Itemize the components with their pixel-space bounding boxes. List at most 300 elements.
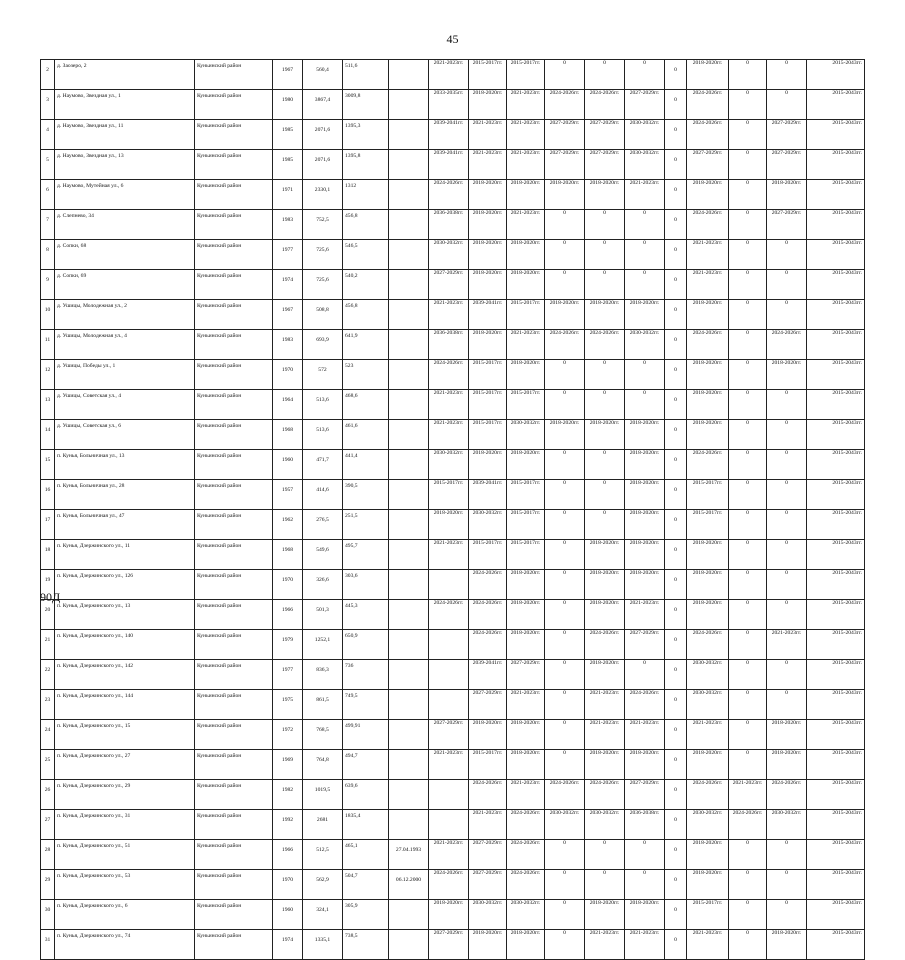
period-cell-7: 0: [665, 540, 687, 570]
district-cell: Куньинский район: [195, 300, 273, 330]
period-cell-9: 0: [729, 720, 767, 750]
table-row: [41, 390, 865, 420]
period-cell-3: 2024-2026гг.: [507, 870, 545, 900]
period-cell-7: 0: [665, 60, 687, 90]
period-cell-4: 0: [545, 870, 585, 900]
period-cell-3: 2021-2023гг.: [507, 690, 545, 720]
address-cell: д. Заозеро, 2: [55, 60, 195, 90]
period-cell-1: 2024-2026гг.: [429, 180, 469, 210]
period-cell-1: [429, 570, 469, 600]
district-cell: Куньинский район: [195, 390, 273, 420]
table-row: [41, 870, 865, 900]
area-living-cell: 390,5: [343, 480, 389, 510]
area-total-cell: 1019,5: [303, 780, 343, 810]
area-total-cell: 513,6: [303, 420, 343, 450]
period-cell-3: 2018-2020гг.: [507, 240, 545, 270]
area-living-cell: 1395,3: [343, 120, 389, 150]
period-cell-2: 2015-2017гг.: [469, 390, 507, 420]
date-cell: [389, 450, 429, 480]
period-cell-8: 2021-2023гг.: [687, 720, 729, 750]
period-cell-5: 2024-2026гг.: [585, 330, 625, 360]
district-cell: Куньинский район: [195, 600, 273, 630]
address-cell: д. Наумово, Мутейная ул., 6: [55, 180, 195, 210]
period-cell-4: 2024-2026гг.: [545, 330, 585, 360]
period-cell-10: 2027-2029гг.: [767, 120, 807, 150]
period-cell-6: 2021-2023гг.: [625, 600, 665, 630]
area-total-cell: 549,6: [303, 540, 343, 570]
period-cell-7: 0: [665, 270, 687, 300]
period-cell-5: 0: [585, 510, 625, 540]
year-cell: 1970: [273, 570, 303, 600]
area-total-cell: 693,9: [303, 330, 343, 360]
period-cell-8: 2015-2017гг.: [687, 480, 729, 510]
year-cell: 1972: [273, 720, 303, 750]
period-cell-4: 0: [545, 840, 585, 870]
address-cell: д. Наумово, Звездная ул., 11: [55, 120, 195, 150]
table-row: [41, 540, 865, 570]
period-cell-11: 2015-2043гг.: [807, 360, 865, 390]
row-number: 26: [41, 780, 55, 810]
year-cell: 1970: [273, 360, 303, 390]
year-cell: 1964: [273, 390, 303, 420]
period-cell-1: 2021-2023гг.: [429, 300, 469, 330]
period-cell-9: 2024-2026гг.: [729, 810, 767, 840]
period-cell-6: 2018-2020гг.: [625, 750, 665, 780]
period-cell-2: 2027-2029гг.: [469, 840, 507, 870]
period-cell-11: 2015-2043гг.: [807, 210, 865, 240]
period-cell-1: 2021-2023гг.: [429, 750, 469, 780]
period-cell-6: 2021-2023гг.: [625, 930, 665, 960]
year-cell: 1960: [273, 450, 303, 480]
year-cell: 1980: [273, 90, 303, 120]
period-cell-6: 2024-2026гг.: [625, 690, 665, 720]
area-living-cell: 546,5: [343, 240, 389, 270]
address-cell: д. Ушицы, Молодежная ул., 2: [55, 300, 195, 330]
address-cell: п. Кунья, Дзержинского ул., 53: [55, 870, 195, 900]
area-living-cell: 456,8: [343, 210, 389, 240]
period-cell-3: 2030-2032гг.: [507, 420, 545, 450]
period-cell-5: 0: [585, 480, 625, 510]
address-cell: д. Ушицы, Советская ул., 6: [55, 420, 195, 450]
date-cell: [389, 210, 429, 240]
period-cell-4: 0: [545, 660, 585, 690]
period-cell-8: 2024-2026гг.: [687, 210, 729, 240]
area-living-cell: 456,8: [343, 300, 389, 330]
period-cell-7: 0: [665, 90, 687, 120]
period-cell-11: 2015-2043гг.: [807, 660, 865, 690]
period-cell-4: 0: [545, 690, 585, 720]
table-row: [41, 900, 865, 930]
period-cell-1: 2030-2032гг.: [429, 450, 469, 480]
period-cell-11: 2015-2043гг.: [807, 240, 865, 270]
address-cell: п. Кунья, Дзержинского ул., 11: [55, 540, 195, 570]
year-cell: 1957: [273, 480, 303, 510]
table-row: [41, 360, 865, 390]
period-cell-10: 0: [767, 390, 807, 420]
period-cell-8: 2015-2017гг.: [687, 900, 729, 930]
date-cell: [389, 60, 429, 90]
area-total-cell: 513,6: [303, 390, 343, 420]
period-cell-2: 2015-2017гг.: [469, 540, 507, 570]
period-cell-10: 0: [767, 690, 807, 720]
period-cell-6: 0: [625, 270, 665, 300]
period-cell-3: 2015-2017гг.: [507, 510, 545, 540]
table-row: [41, 450, 865, 480]
period-cell-4: 2030-2032гг.: [545, 810, 585, 840]
address-cell: п. Кунья, Дзержинского ул., 74: [55, 930, 195, 960]
area-total-cell: 414,6: [303, 480, 343, 510]
area-living-cell: 461,6: [343, 420, 389, 450]
date-cell: [389, 120, 429, 150]
year-cell: 1962: [273, 510, 303, 540]
period-cell-9: 0: [729, 60, 767, 90]
year-cell: 1966: [273, 600, 303, 630]
period-cell-11: 2015-2043гг.: [807, 510, 865, 540]
area-living-cell: 1835,4: [343, 810, 389, 840]
period-cell-2: 2015-2017гг.: [469, 750, 507, 780]
period-cell-5: 2024-2026гг.: [585, 90, 625, 120]
year-cell: 1983: [273, 210, 303, 240]
area-living-cell: 641,9: [343, 330, 389, 360]
row-number: 21: [41, 630, 55, 660]
period-cell-2: 2018-2020гг.: [469, 930, 507, 960]
period-cell-3: 2021-2023гг.: [507, 90, 545, 120]
period-cell-10: 0: [767, 240, 807, 270]
period-cell-2: 2018-2020гг.: [469, 90, 507, 120]
period-cell-5: 2021-2023гг.: [585, 720, 625, 750]
area-living-cell: 441,4: [343, 450, 389, 480]
period-cell-11: 2015-2043гг.: [807, 480, 865, 510]
period-cell-9: 0: [729, 210, 767, 240]
period-cell-9: 0: [729, 180, 767, 210]
period-cell-5: 0: [585, 840, 625, 870]
district-cell: Куньинский район: [195, 900, 273, 930]
area-total-cell: 512,5: [303, 840, 343, 870]
period-cell-11: 2015-2043гг.: [807, 930, 865, 960]
period-cell-6: 0: [625, 660, 665, 690]
row-number: 24: [41, 720, 55, 750]
district-cell: Куньинский район: [195, 90, 273, 120]
area-living-cell: 495,7: [343, 540, 389, 570]
period-cell-11: 2015-2043гг.: [807, 60, 865, 90]
area-living-cell: 499,91: [343, 720, 389, 750]
period-cell-1: 2024-2026гг.: [429, 360, 469, 390]
period-cell-4: 0: [545, 60, 585, 90]
row-number: 2: [41, 60, 55, 90]
area-living-cell: 445,3: [343, 600, 389, 630]
period-cell-11: 2015-2043гг.: [807, 120, 865, 150]
period-cell-11: 2015-2043гг.: [807, 690, 865, 720]
period-cell-8: 2024-2026гг.: [687, 90, 729, 120]
period-cell-2: 2039-2041гг.: [469, 660, 507, 690]
district-cell: Куньинский район: [195, 510, 273, 540]
period-cell-4: 0: [545, 540, 585, 570]
page-number: 45: [446, 32, 459, 46]
period-cell-11: 2015-2043гг.: [807, 450, 865, 480]
period-cell-10: 0: [767, 900, 807, 930]
period-cell-10: 2018-2020гг.: [767, 720, 807, 750]
date-cell: [389, 270, 429, 300]
period-cell-1: [429, 630, 469, 660]
area-total-cell: 836,3: [303, 660, 343, 690]
period-cell-10: 2018-2020гг.: [767, 930, 807, 960]
table-row: [41, 840, 865, 870]
period-cell-2: 2018-2020гг.: [469, 450, 507, 480]
period-cell-8: 2030-2032гг.: [687, 810, 729, 840]
period-cell-1: [429, 660, 469, 690]
area-total-cell: 501,3: [303, 600, 343, 630]
period-cell-4: 0: [545, 360, 585, 390]
period-cell-6: 2021-2023гг.: [625, 720, 665, 750]
period-cell-6: 2018-2020гг.: [625, 510, 665, 540]
district-cell: Куньинский район: [195, 60, 273, 90]
year-cell: 1970: [273, 870, 303, 900]
period-cell-1: 2036-2038гг.: [429, 210, 469, 240]
period-cell-2: 2039-2041гг.: [469, 480, 507, 510]
period-cell-7: 0: [665, 930, 687, 960]
date-cell: [389, 330, 429, 360]
date-cell: [389, 570, 429, 600]
period-cell-11: 2015-2043гг.: [807, 150, 865, 180]
date-cell: [389, 390, 429, 420]
period-cell-2: 2024-2026гг.: [469, 780, 507, 810]
period-cell-11: 2015-2043гг.: [807, 570, 865, 600]
period-cell-9: 0: [729, 570, 767, 600]
period-cell-1: 2024-2026гг.: [429, 870, 469, 900]
period-cell-5: 2021-2023гг.: [585, 690, 625, 720]
period-cell-9: 0: [729, 390, 767, 420]
period-cell-3: 2018-2020гг.: [507, 630, 545, 660]
period-cell-10: 2027-2029гг.: [767, 150, 807, 180]
period-cell-2: 2018-2020гг.: [469, 210, 507, 240]
table-row: [41, 600, 865, 630]
district-cell: Куньинский район: [195, 720, 273, 750]
row-number: 3: [41, 90, 55, 120]
date-cell: [389, 630, 429, 660]
row-number: 4: [41, 120, 55, 150]
period-cell-1: 2039-2041гг.: [429, 120, 469, 150]
year-cell: 1960: [273, 900, 303, 930]
area-total-cell: 560,4: [303, 60, 343, 90]
period-cell-8: 2024-2026гг.: [687, 330, 729, 360]
period-cell-11: 2015-2043гг.: [807, 540, 865, 570]
period-cell-5: 2030-2032гг.: [585, 810, 625, 840]
period-cell-1: 2024-2026гг.: [429, 600, 469, 630]
period-cell-4: 2027-2029гг.: [545, 120, 585, 150]
area-living-cell: 251,5: [343, 510, 389, 540]
period-cell-2: 2018-2020гг.: [469, 270, 507, 300]
district-cell: Куньинский район: [195, 450, 273, 480]
period-cell-6: 0: [625, 870, 665, 900]
period-cell-5: 2024-2026гг.: [585, 780, 625, 810]
address-cell: п. Кунья, Больничная ул., 13: [55, 450, 195, 480]
period-cell-9: 0: [729, 480, 767, 510]
period-cell-11: 2015-2043гг.: [807, 900, 865, 930]
period-cell-3: 2024-2026гг.: [507, 840, 545, 870]
area-living-cell: 511,6: [343, 60, 389, 90]
period-cell-1: 2021-2023гг.: [429, 840, 469, 870]
period-cell-4: 0: [545, 270, 585, 300]
row-number: 30: [41, 900, 55, 930]
table-row: [41, 330, 865, 360]
row-number: 28: [41, 840, 55, 870]
period-cell-4: 2027-2029гг.: [545, 150, 585, 180]
period-cell-6: 2027-2029гг.: [625, 90, 665, 120]
period-cell-9: 0: [729, 360, 767, 390]
period-cell-2: 2027-2029гг.: [469, 870, 507, 900]
area-living-cell: 494,7: [343, 750, 389, 780]
period-cell-9: 0: [729, 900, 767, 930]
period-cell-10: 2027-2029гг.: [767, 210, 807, 240]
year-cell: 1969: [273, 750, 303, 780]
period-cell-2: 2039-2041гг.: [469, 300, 507, 330]
period-cell-8: 2018-2020гг.: [687, 360, 729, 390]
period-cell-8: 2018-2020гг.: [687, 870, 729, 900]
date-cell: [389, 810, 429, 840]
period-cell-2: 2030-2032гг.: [469, 900, 507, 930]
district-cell: Куньинский район: [195, 210, 273, 240]
period-cell-6: 2036-2038гг.: [625, 810, 665, 840]
period-cell-2: 2021-2023гг.: [469, 810, 507, 840]
period-cell-10: 0: [767, 600, 807, 630]
period-cell-1: 2021-2023гг.: [429, 390, 469, 420]
year-cell: 1968: [273, 420, 303, 450]
period-cell-11: 2015-2043гг.: [807, 330, 865, 360]
period-cell-10: 2018-2020гг.: [767, 360, 807, 390]
area-total-cell: 1252,1: [303, 630, 343, 660]
period-cell-1: 2021-2023гг.: [429, 420, 469, 450]
address-cell: д. Наумово, Звездная ул., 1: [55, 90, 195, 120]
area-total-cell: 572: [303, 360, 343, 390]
period-cell-3: 2018-2020гг.: [507, 360, 545, 390]
row-number: 8: [41, 240, 55, 270]
period-cell-10: 2018-2020гг.: [767, 750, 807, 780]
date-cell: [389, 750, 429, 780]
year-cell: 1971: [273, 180, 303, 210]
period-cell-9: 0: [729, 420, 767, 450]
row-number: 19: [41, 570, 55, 600]
address-cell: п. Кунья, Дзержинского ул., 140: [55, 630, 195, 660]
period-cell-3: 2018-2020гг.: [507, 450, 545, 480]
period-cell-10: 0: [767, 870, 807, 900]
period-cell-6: 2030-2032гг.: [625, 120, 665, 150]
period-cell-8: 2030-2032гг.: [687, 690, 729, 720]
period-cell-8: 2018-2020гг.: [687, 180, 729, 210]
period-cell-8: 2024-2026гг.: [687, 780, 729, 810]
period-cell-10: 2030-2032гг.: [767, 810, 807, 840]
year-cell: 1977: [273, 240, 303, 270]
address-cell: п. Кунья, Дзержинского ул., 27: [55, 750, 195, 780]
table-row: [41, 480, 865, 510]
period-cell-10: 0: [767, 540, 807, 570]
period-cell-3: 2027-2029гг.: [507, 660, 545, 690]
period-cell-4: 0: [545, 750, 585, 780]
period-cell-8: 2018-2020гг.: [687, 390, 729, 420]
address-cell: п. Кунья, Дзержинского ул., 144: [55, 690, 195, 720]
area-total-cell: 471,7: [303, 450, 343, 480]
year-cell: 1968: [273, 540, 303, 570]
period-cell-4: 0: [545, 630, 585, 660]
date-cell: [389, 690, 429, 720]
year-cell: 1977: [273, 660, 303, 690]
period-cell-9: 0: [729, 870, 767, 900]
year-cell: 1983: [273, 330, 303, 360]
year-cell: 1992: [273, 810, 303, 840]
period-cell-8: 2018-2020гг.: [687, 750, 729, 780]
period-cell-5: 2018-2020гг.: [585, 750, 625, 780]
period-cell-7: 0: [665, 240, 687, 270]
table-row: [41, 750, 865, 780]
period-cell-11: 2015-2043гг.: [807, 840, 865, 870]
year-cell: 1967: [273, 300, 303, 330]
address-cell: п. Кунья, Больничная ул., 47: [55, 510, 195, 540]
period-cell-7: 0: [665, 660, 687, 690]
address-cell: п. Кунья, Больничная ул., 28: [55, 480, 195, 510]
period-cell-5: 0: [585, 270, 625, 300]
row-number: 16: [41, 480, 55, 510]
period-cell-4: 0: [545, 450, 585, 480]
period-cell-3: 2024-2026гг.: [507, 810, 545, 840]
period-cell-6: 0: [625, 240, 665, 270]
row-number: 10: [41, 300, 55, 330]
period-cell-7: 0: [665, 870, 687, 900]
period-cell-7: 0: [665, 810, 687, 840]
address-cell: д. Ушицы, Победы ул., 1: [55, 360, 195, 390]
year-cell: 1974: [273, 270, 303, 300]
table-row: [41, 930, 865, 960]
area-living-cell: 1312: [343, 180, 389, 210]
address-cell: д. Ушицы, Советская ул., 4: [55, 390, 195, 420]
period-cell-7: 0: [665, 120, 687, 150]
table-row: [41, 690, 865, 720]
area-living-cell: 504,7: [343, 870, 389, 900]
period-cell-4: 0: [545, 390, 585, 420]
period-cell-5: 2024-2026гг.: [585, 630, 625, 660]
period-cell-3: 2018-2020гг.: [507, 270, 545, 300]
period-cell-11: 2015-2043гг.: [807, 870, 865, 900]
period-cell-4: 2024-2026гг.: [545, 90, 585, 120]
period-cell-1: 2030-2032гг.: [429, 240, 469, 270]
period-cell-2: 2015-2017гг.: [469, 360, 507, 390]
address-cell: п. Кунья, Дзержинского ул., 31: [55, 810, 195, 840]
area-living-cell: 1395,8: [343, 150, 389, 180]
row-number: 31: [41, 930, 55, 960]
address-cell: д. Сопки, 69: [55, 270, 195, 300]
district-cell: Куньинский район: [195, 630, 273, 660]
date-cell: [389, 480, 429, 510]
period-cell-2: 2024-2026гг.: [469, 630, 507, 660]
period-cell-4: 0: [545, 570, 585, 600]
district-cell: Куньинский район: [195, 570, 273, 600]
row-number: 7: [41, 210, 55, 240]
year-cell: 1982: [273, 780, 303, 810]
period-cell-9: 0: [729, 840, 767, 870]
period-cell-5: 2018-2020гг.: [585, 420, 625, 450]
period-cell-1: 2015-2017гг.: [429, 480, 469, 510]
date-cell: 27.04.1993: [389, 840, 429, 870]
period-cell-10: 2024-2026гг.: [767, 780, 807, 810]
address-cell: д. Слепнево, 34: [55, 210, 195, 240]
date-cell: [389, 240, 429, 270]
period-cell-7: 0: [665, 150, 687, 180]
period-cell-4: 2018-2020гг.: [545, 420, 585, 450]
row-number: 17: [41, 510, 55, 540]
area-living-cell: 303,6: [343, 570, 389, 600]
period-cell-6: 2018-2020гг.: [625, 480, 665, 510]
area-total-cell: 326,6: [303, 570, 343, 600]
district-cell: Куньинский район: [195, 360, 273, 390]
address-cell: п. Кунья, Дзержинского ул., 142: [55, 660, 195, 690]
